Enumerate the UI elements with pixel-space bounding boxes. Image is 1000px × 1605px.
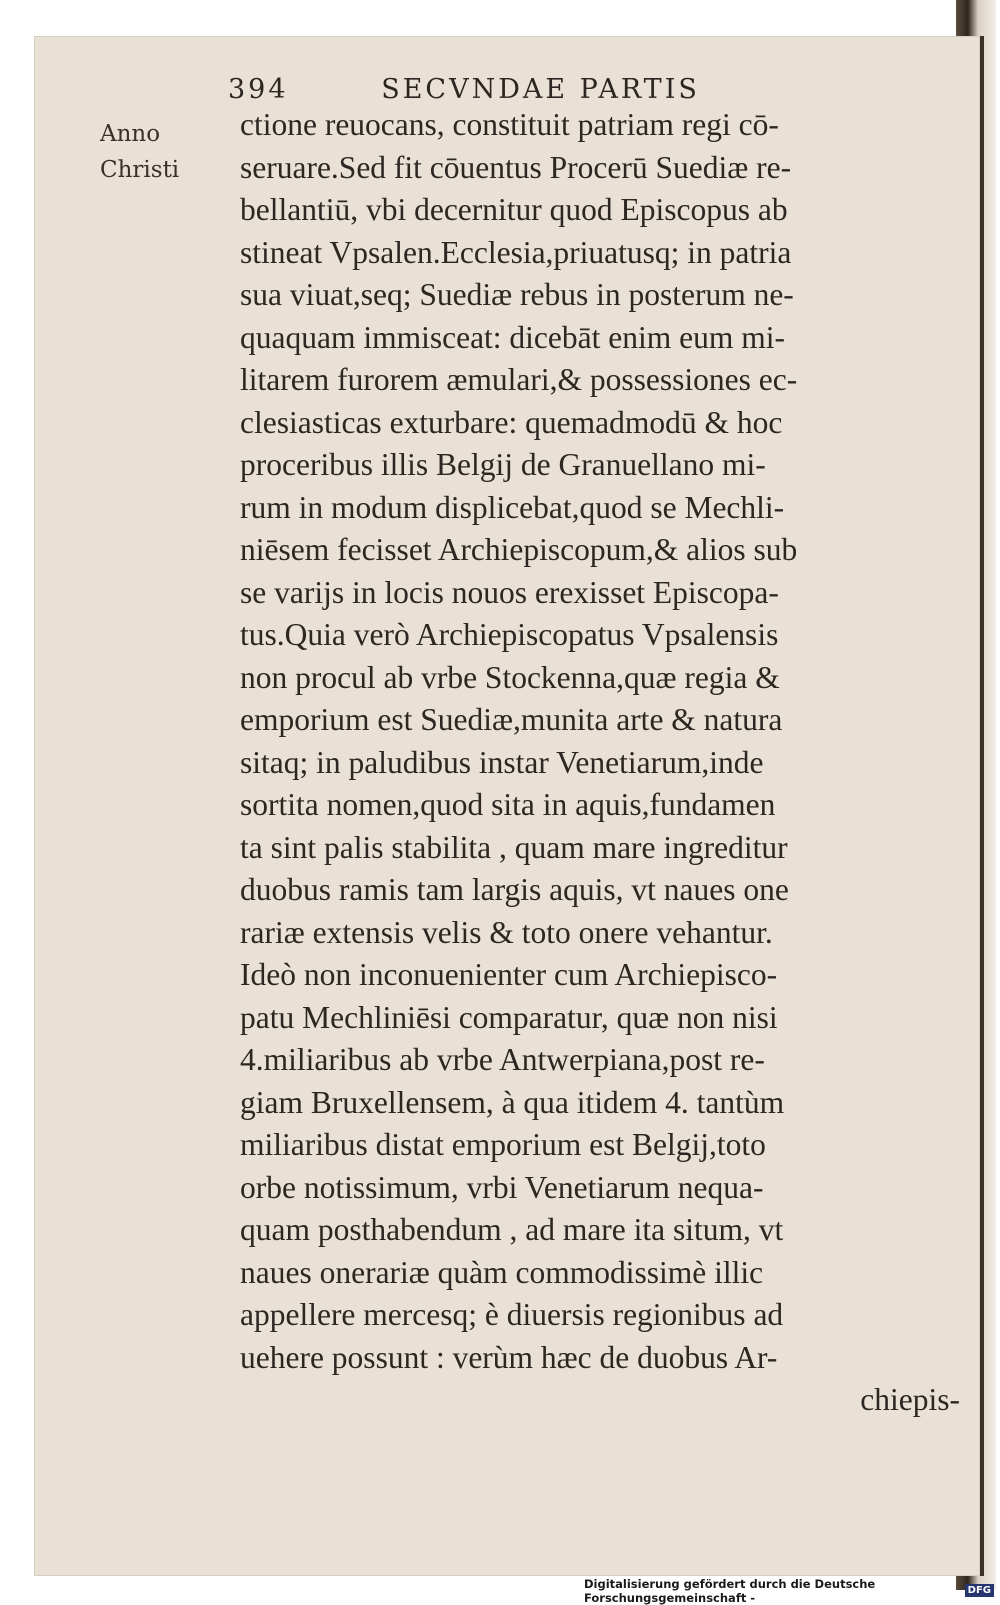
- text-line: niēsem fecisset Archiepiscopum,& alios sub: [240, 532, 798, 567]
- text-line: bellantiū, vbi decernitur quod Episcopus ab: [240, 192, 788, 227]
- text-line: proceribus illis Belgij de Granuellano mi-: [240, 447, 766, 482]
- catchword: chiepis-: [860, 1382, 960, 1417]
- text-line: seruare.Sed fit cōuentus Procerū Suediæ re-: [240, 149, 792, 185]
- text-line: rum in modum displicebat,quod se Mechli-: [240, 489, 785, 525]
- page-number: 394: [228, 74, 289, 105]
- text-line: non procul ab vrbe Stockenna,quæ regia &: [240, 659, 780, 695]
- text-line: 4.miliaribus ab vrbe Antwerpiana,post re-: [240, 1042, 765, 1077]
- dfg-logo: DFG: [965, 1584, 994, 1597]
- digitization-credit: Digitalisierung gefördert durch die Deutsche Forschungsgemeinschaft -: [584, 1576, 876, 1605]
- text-line: stineat Vpsalen.Ecclesia,priuatusq; in patria: [240, 234, 792, 270]
- page-header: [228, 74, 700, 105]
- text-line: duobus ramis tam largis aquis, vt naues one: [240, 872, 789, 907]
- text-line: quaquam immisceat: dicebāt enim eum mi-: [240, 319, 785, 355]
- text-line: sortita nomen,quod sita in aquis,fundamen: [240, 787, 776, 822]
- text-line: miliaribus distat emporium est Belgij,toto: [240, 1127, 766, 1162]
- text-line: quam posthabendum , ad mare ita situm, vt: [240, 1212, 784, 1247]
- marginal-note: [100, 116, 179, 188]
- text-line: ctione reuocans, constituit patriam regi cō-: [240, 107, 779, 142]
- text-line: se varijs in locis nouos erexisset Episcopa-: [240, 574, 779, 610]
- text-line: clesiasticas exturbare: quemadmodū & hoc: [240, 404, 783, 440]
- text-line: uehere possunt : verùm hæc de duobus Ar-: [240, 1339, 778, 1375]
- text-line: rariæ extensis velis & toto onere vehantur.: [240, 914, 773, 950]
- digitization-footer: [584, 1578, 1000, 1603]
- text-line: ta sint palis stabilita , quam mare ingreditur: [240, 829, 788, 865]
- running-title: SECVNDAE PARTIS: [381, 74, 700, 105]
- text-line: orbe notissimum, vrbi Venetiarum nequa-: [240, 1169, 764, 1205]
- text-line: appellere mercesq; è diuersis regionibus ad: [240, 1297, 784, 1332]
- text-line: giam Bruxellensem, à qua itidem 4. tantùm: [240, 1084, 785, 1120]
- text-line: naues onerariæ quàm commodissimè illic: [240, 1254, 764, 1290]
- text-line: tus.Quia verò Archiepiscopatus Vpsalensis: [240, 617, 779, 652]
- text-line: sua viuat,seq; Suediæ rebus in posterum ne-: [240, 277, 794, 312]
- body-text: [240, 104, 960, 1422]
- margin-note-line: Anno: [100, 121, 161, 147]
- margin-note-line: Christi: [100, 157, 180, 183]
- text-line: litarem furorem æmulari,& possessiones ec-: [240, 362, 798, 397]
- text-line: Ideò non inconuenienter cum Archiepisco-: [240, 957, 778, 992]
- text-line: emporium est Suediæ,munita arte & natura: [240, 702, 783, 737]
- text-line: patu Mechliniēsi comparatur, quæ non nisi: [240, 999, 778, 1035]
- text-line: sitaq; in paludibus instar Venetiarum,inde: [240, 744, 764, 780]
